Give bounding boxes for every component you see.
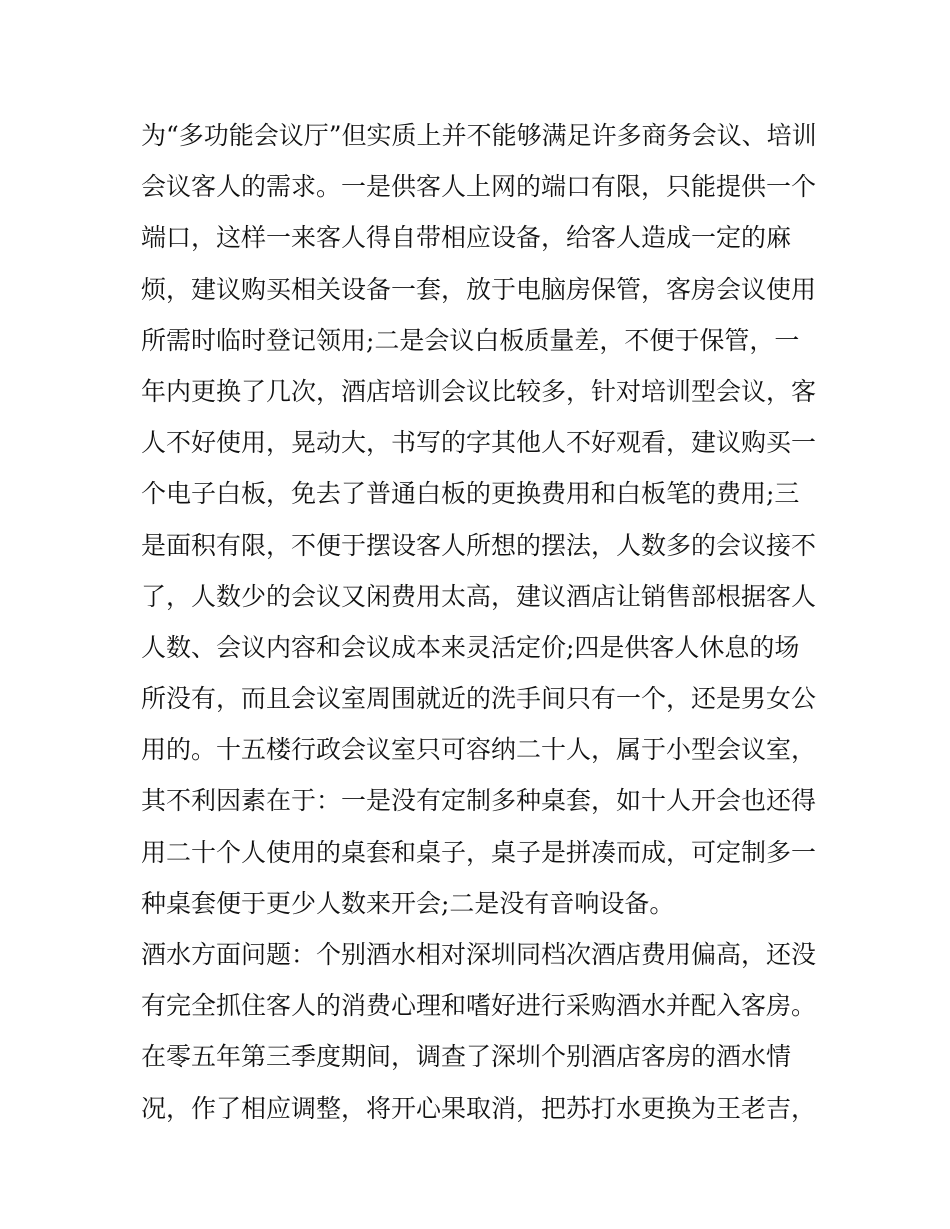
text-line: 用的。十五楼行政会议室只可容纳二十人，属于小型会议室，: [141, 735, 817, 765]
text-line: 人不好使用，晃动大，书写的字其他人不好观看，建议购买一: [141, 428, 817, 458]
text-line: 年内更换了几次，酒店培训会议比较多，针对培训型会议，客: [141, 376, 817, 406]
text-line: 有完全抓住客人的消费心理和嗜好进行采购酒水并配入客房。: [141, 991, 817, 1021]
text-line: 端口，这样一来客人得自带相应设备，给客人造成一定的麻: [141, 223, 792, 253]
text-line: 了，人数少的会议又闲费用太高，建议酒店让销售部根据客人: [141, 581, 817, 611]
text-line: 在零五年第三季度期间，调查了深圳个别酒店客房的酒水情: [141, 1042, 792, 1072]
text-line: 其不利因素在于：一是没有定制多种桌套，如十人开会也还得: [141, 786, 817, 816]
body-text: [141, 110, 821, 1134]
text-line: 为“多功能会议厅”但实质上并不能够满足许多商务会议、培训: [141, 121, 817, 150]
text-line: 况，作了相应调整，将开心果取消，把苏打水更换为王老吉，: [141, 1093, 817, 1123]
text-line: 所没有，而且会议室周围就近的洗手间只有一个，还是男女公: [141, 684, 817, 714]
text-line: 个电子白板，免去了普通白板的更换费用和白板笔的费用;三: [141, 479, 800, 509]
text-line: 种桌套便于更少人数来开会;二是没有音响设备。: [141, 888, 675, 918]
text-line: 人数、会议内容和会议成本来灵活定价;四是供客人休息的场: [141, 632, 800, 662]
text-line: 酒水方面问题：个别酒水相对深圳同档次酒店费用偏高，还没: [141, 940, 817, 969]
text-line: 是面积有限，不便于摆设客人所想的摆法，人数多的会议接不: [141, 530, 817, 560]
text-line: 烦，建议购买相关设备一套，放于电脑房保管，客房会议使用: [141, 274, 817, 304]
text-line: 用二十个人使用的桌套和桌子，桌子是拼凑而成，可定制多一: [141, 837, 817, 867]
text-line: 会议客人的需求。一是供客人上网的端口有限，只能提供一个: [141, 172, 817, 202]
text-line: 所需时临时登记领用;二是会议白板质量差，不便于保管，一: [141, 325, 800, 355]
